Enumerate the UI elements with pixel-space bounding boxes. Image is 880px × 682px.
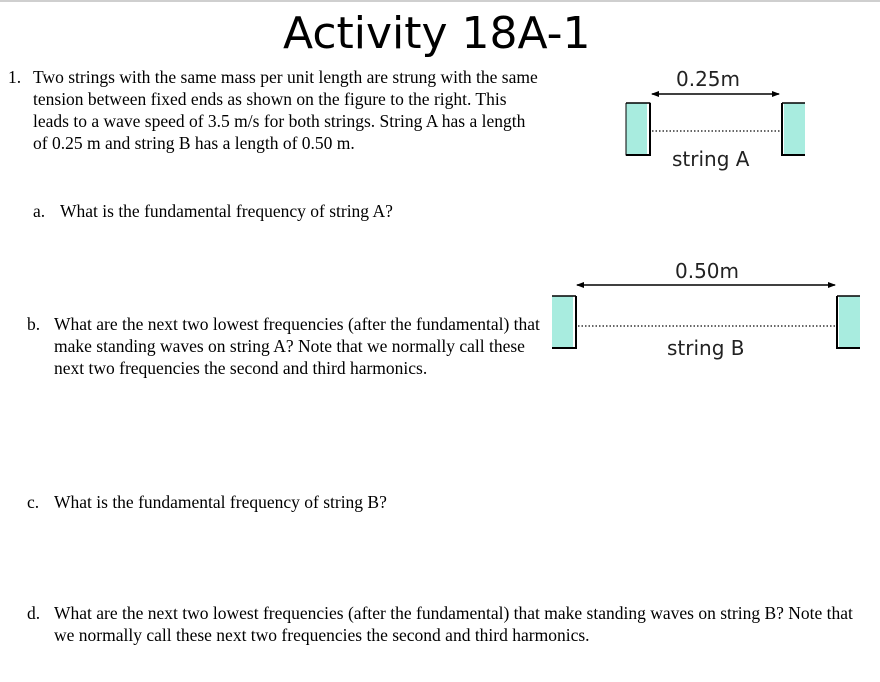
string-b-name-label: string B [667, 336, 745, 360]
question-text: Two strings with the same mass per unit length are strung with the same tension between fixed ends as shown on the figure to the right. This leads to a wave speed of 3.5 m/s for both strings. String A has a length of 0.25 m and string B has a length of 0.50 m. [33, 67, 538, 153]
page-title: Activity 18A-1 [283, 8, 591, 59]
part-d-label: d. [27, 603, 41, 623]
part-d-text: What are the next two lowest frequencies (after the fundamental) that make standing waves on string B? Note that we normally call these next two frequencies the second and third harmonics. [54, 603, 853, 645]
part-a-text: What is the fundamental frequency of string A? [60, 201, 393, 221]
string-b-left-support [552, 296, 573, 348]
string-b-length-label: 0.50m [675, 259, 740, 283]
part-b-text: What are the next two lowest frequencies (after the fundamental) that make standing waves on string A? Note that we normally call these next two frequencies the second and third harmonics. [54, 314, 540, 378]
string-b-right-support [839, 296, 860, 348]
part-c-label: c. [27, 492, 40, 512]
part-a-label: a. [33, 201, 46, 221]
part-c-text: What is the fundamental frequency of string B? [54, 492, 387, 512]
string-a-right-support [784, 103, 805, 155]
string-a-name-label: string A [672, 147, 750, 171]
part-b-label: b. [27, 314, 41, 334]
string-a-left-support [626, 103, 647, 155]
string-a-length-label: 0.25m [676, 67, 741, 91]
question-number: 1. [8, 67, 22, 87]
